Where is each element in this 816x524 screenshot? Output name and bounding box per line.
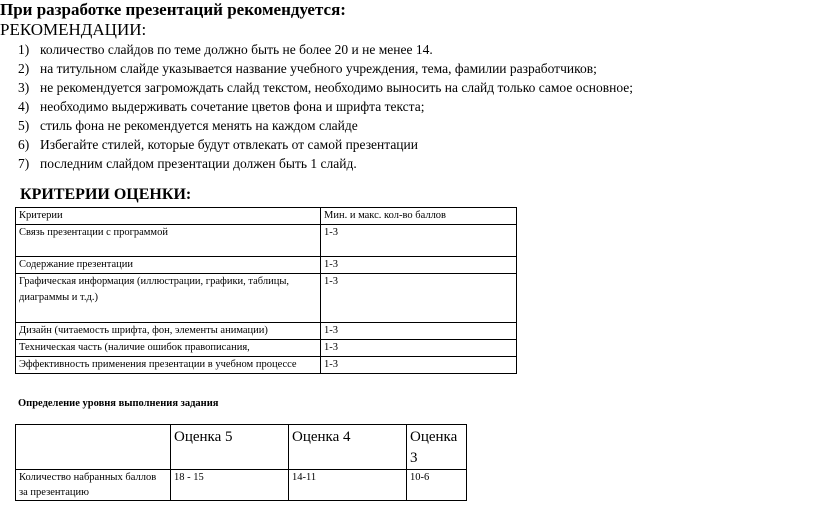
list-number: 4) <box>18 99 30 114</box>
list-number: 7) <box>18 156 30 171</box>
table-cell: Графическая информация (иллюстрации, графики, таблицы, диаграммы и т.д.) <box>16 274 321 323</box>
recommendations-title: РЕКОМЕНДАЦИИ: <box>0 20 147 39</box>
table-cell: 1-3 <box>321 257 517 274</box>
table-cell: Техническая часть (наличие ошибок правописания, <box>16 340 321 357</box>
list-number: 1) <box>18 42 30 57</box>
table-header-cell: Оценка 5 <box>171 425 289 470</box>
table-row <box>16 274 517 323</box>
table-cell: Содержание презентации <box>16 257 321 274</box>
criteria-table <box>15 207 517 374</box>
table-cell: 1-3 <box>321 357 517 374</box>
table-row <box>16 257 517 274</box>
level-title: Определение уровня выполнения задания <box>18 398 219 409</box>
list-text: стиль фона не рекомендуется менять на каждом слайде <box>40 118 358 133</box>
list-text: не рекомендуется загромождать слайд текстом, необходимо выносить на слайд только самое основное; <box>40 80 633 95</box>
list-number: 3) <box>18 80 30 95</box>
list-text: последним слайдом презентации должен быть 1 слайд. <box>40 156 357 171</box>
table-row <box>16 323 517 340</box>
table-cell: Эффективность применения презентации в учебном процессе <box>16 357 321 374</box>
table-cell: Связь презентации с программой <box>16 225 321 257</box>
document-heading: При разработке презентаций рекомендуется: <box>0 0 346 19</box>
list-number: 5) <box>18 118 30 133</box>
list-text: количество слайдов по теме должно быть не более 20 и не менее 14. <box>40 42 433 57</box>
table-cell: Количество набранных баллов за презентацию <box>16 470 171 501</box>
table-header-row <box>16 208 517 225</box>
table-row <box>16 470 467 501</box>
table-header-cell <box>16 425 171 470</box>
table-header-cell: Оценка 3 <box>407 425 467 470</box>
table-cell: 14-11 <box>289 470 407 501</box>
table-row <box>16 340 517 357</box>
table-header-cell: Критерии <box>16 208 321 225</box>
table-header-row <box>16 425 467 470</box>
table-cell: 18 - 15 <box>171 470 289 501</box>
list-text: Избегайте стилей, которые будут отвлекать от самой презентации <box>40 137 418 152</box>
table-header-cell: Мин. и макс. кол-во баллов <box>321 208 517 225</box>
table-row <box>16 225 517 257</box>
grading-table <box>15 424 467 501</box>
list-number: 6) <box>18 137 30 152</box>
list-text: на титульном слайде указывается название учебного учреждения, тема, фамилии разработчиков; <box>40 61 597 76</box>
table-cell: 1-3 <box>321 274 517 323</box>
table-cell: 1-3 <box>321 323 517 340</box>
table-header-cell: Оценка 4 <box>289 425 407 470</box>
table-cell: 1-3 <box>321 340 517 357</box>
list-text: необходимо выдерживать сочетание цветов фона и шрифта текста; <box>40 99 425 114</box>
table-cell: 10-6 <box>407 470 467 501</box>
criteria-title: КРИТЕРИИ ОЦЕНКИ: <box>20 186 192 203</box>
table-cell: Дизайн (читаемость шрифта, фон, элементы анимации) <box>16 323 321 340</box>
table-cell: 1-3 <box>321 225 517 257</box>
table-row <box>16 357 517 374</box>
list-number: 2) <box>18 61 30 76</box>
